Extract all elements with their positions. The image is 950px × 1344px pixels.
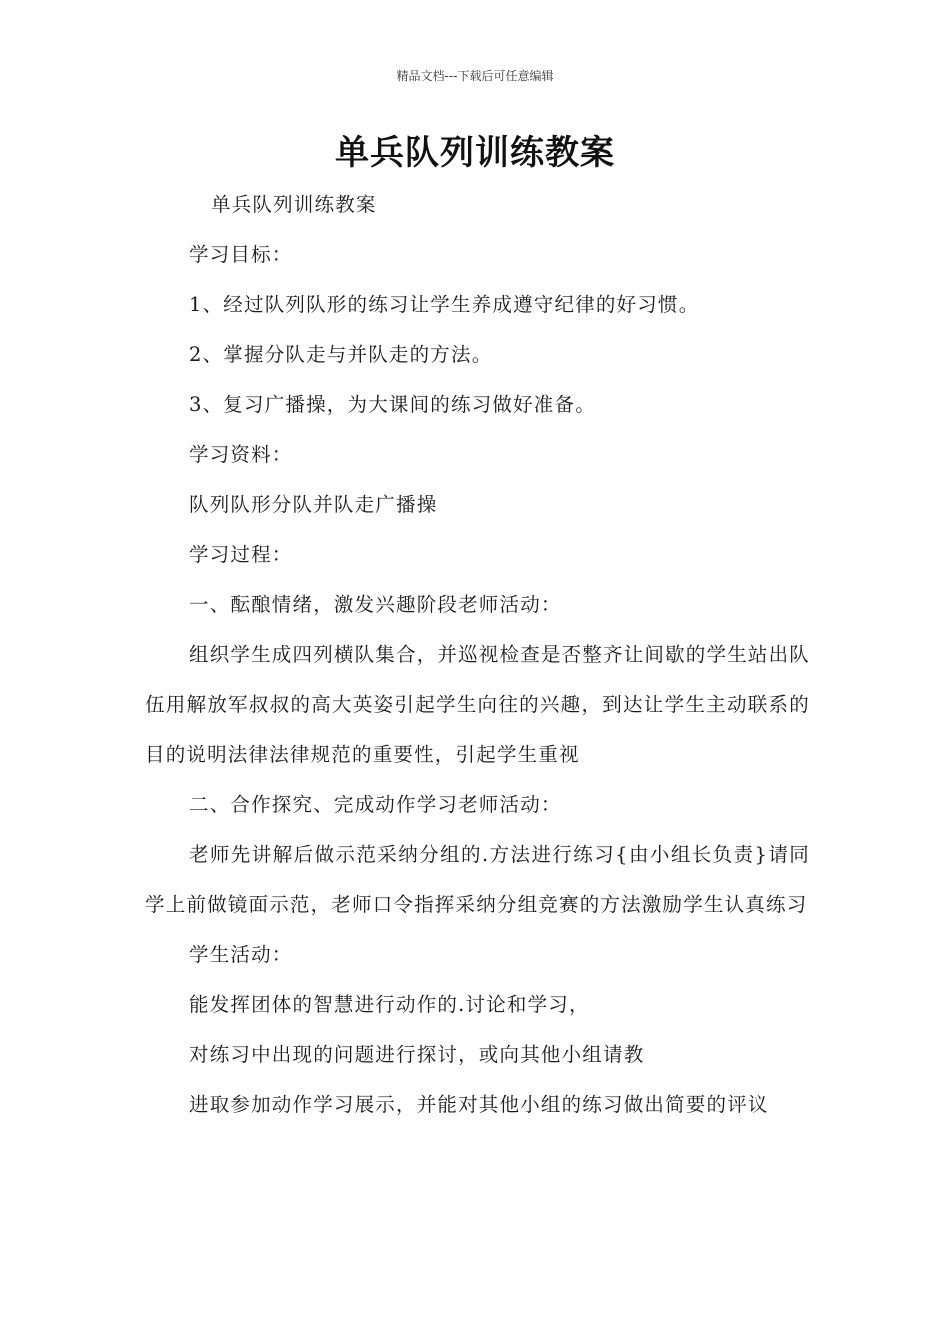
student-activity-item-1: 能发挥团体的智慧进行动作的.讨论和学习，	[189, 993, 590, 1016]
goal-item-3: 3、复习广播操，为大课间的练习做好准备。	[189, 393, 596, 416]
document-title: 单兵队列训练教案	[335, 133, 615, 173]
stage-one-heading: 一、酝酿情绪，激发兴趣阶段老师活动：	[189, 593, 562, 616]
subtitle-paragraph: 单兵队列训练教案	[211, 193, 377, 216]
document-body	[145, 180, 810, 1130]
student-activity-item-3: 进取参加动作学习展示，并能对其他小组的练习做出简要的评议	[189, 1093, 769, 1116]
materials-text: 队列队形分队并队走广播操	[189, 493, 438, 516]
section-heading-materials: 学习资料：	[189, 443, 293, 466]
goal-item-1: 1、经过队列队形的练习让学生养成遵守纪律的好习惯。	[189, 293, 700, 316]
stage-two-heading: 二、合作探究、完成动作学习老师活动：	[189, 793, 562, 816]
student-activity-heading: 学生活动：	[189, 943, 293, 966]
section-heading-goals: 学习目标：	[189, 243, 293, 266]
stage-two-body: 老师先讲解后做示范采纳分组的.方法进行练习{由小组长负责}请同学上前做镜面示范，老师口令指挥采纳分组竞赛的方法激励学生认真练习	[145, 843, 810, 916]
student-activity-item-2: 对练习中出现的问题进行探讨，或向其他小组请教	[189, 1043, 645, 1066]
header-note: 精品文档---下载后可任意编辑	[396, 69, 554, 83]
stage-one-body: 组织学生成四列横队集合，并巡视检查是否整齐让间歇的学生站出队伍用解放军叔叔的高大英姿引起学生向往的兴趣，到达让学生主动联系的目的说明法律法律规范的重要性，引起学生重视	[145, 643, 811, 766]
section-heading-process: 学习过程：	[189, 543, 293, 566]
goal-item-2: 2、掌握分队走与并队走的方法。	[189, 343, 493, 366]
